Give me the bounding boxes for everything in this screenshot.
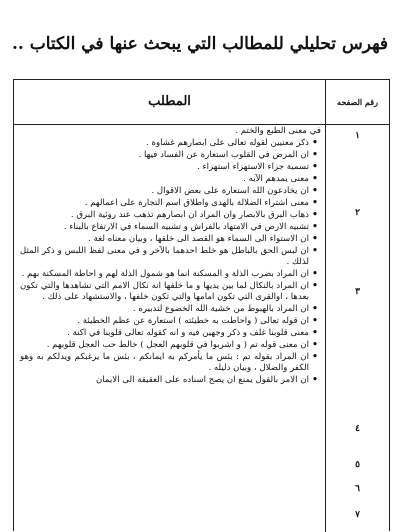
list-item: • ان الامر بالقول يمنع ان يصح اسناده على العقيقة الى الايمان (96, 375, 318, 385)
page-title: فهرس تحليلي للمطالب التي يبحث عنها في الكتاب .. (11, 34, 389, 54)
list-item: • تسمية جزاء الاستهزاء استهزاء . (197, 162, 318, 172)
list-item: • ان قوله تعالى ( واحاطت به خطيئته ) استعارة عن عظم الخطيئة . (77, 316, 318, 326)
list-item: • ان معنى قوله تم ( و اشربوا في قلوبهم العجل ) خالط حب العجل قلوبهم . (46, 340, 318, 350)
page-number: ٤ (355, 424, 360, 434)
list-item: • ان المرض في القلوب استعارة عن الفساد فيها . (138, 150, 318, 160)
list-item: في معنى الطبع والختم . (235, 126, 321, 136)
list-item: • ان المراد بقوله تم : بئس ما يأمركم به ايمانكم ، بئس ما يرغبكم ويدلكم به وهو الكفر والضلال ، وبيان دليله . (20, 352, 318, 373)
table-header (14, 80, 389, 125)
list-item: • ان يخادعون الله استعارة على بعض الاقوال . (151, 186, 318, 196)
index-table (13, 79, 390, 531)
list-item: • ان المراد بالهبوط من خشية الله الخضوع لتدبيره . (132, 304, 318, 314)
list-item: • ان المراد بالنكال لما بين يديها و ما خلفها انه نكال الامم التي تشاهدها والتي تكون بعدها ، اوالقرى التي تكون امامها والتي تكون خلفها ، والاستشهاد على ذلك . (20, 281, 318, 302)
list-item: • معنى يمدهم الآيه . (243, 174, 318, 184)
list-item: • ذكر معنيين لقوله تعالى على ابصارهم غشاوة . (146, 138, 318, 148)
list-item: • تشبيه الارض في الامتهاد بالفراش و تشبيه السماء في الارتفاع بالبناء . (63, 222, 318, 232)
list-item: • ذهاب البرق بالابصار وان المراد ان ابصارهم تذهب عند روئية البرق . (70, 210, 318, 220)
page-number: ٧ (355, 510, 360, 520)
page-number: ٢ (355, 208, 360, 218)
list-item: • ان لبس الحق بالباطل هو خلط احدهما بالآخر و في معنى لفظ اللبس و ذكر المثل لذلك . (20, 246, 318, 267)
list-item: • ان المراد بضرب الذلة و المسكنة انما هو شمول الذلة لهم و احاطة المسكنة بهم . (21, 269, 318, 279)
header-topic: المطلب (148, 94, 191, 109)
page-number: ٦ (355, 484, 360, 494)
list-item: • معنى اشتراء الضلالة بالهدى واطلاق اسم التجارة على اعمالهم . (84, 198, 318, 208)
page-number: ٥ (355, 460, 360, 470)
list-item: • ان الاستواء الى السماء هو القصد الى خلقها ، وبيان معناه لغة . (88, 234, 318, 244)
page-number: ٣ (355, 287, 360, 297)
page-number: ١ (355, 131, 360, 141)
header-page-number: رقم الصفحه (337, 97, 378, 107)
list-item: • معنى قلوبنا غلف و ذكر وجهين فيه و انه كقوله تعالى قلوبنا في اكنة . (67, 328, 318, 338)
entries-column (20, 126, 321, 387)
